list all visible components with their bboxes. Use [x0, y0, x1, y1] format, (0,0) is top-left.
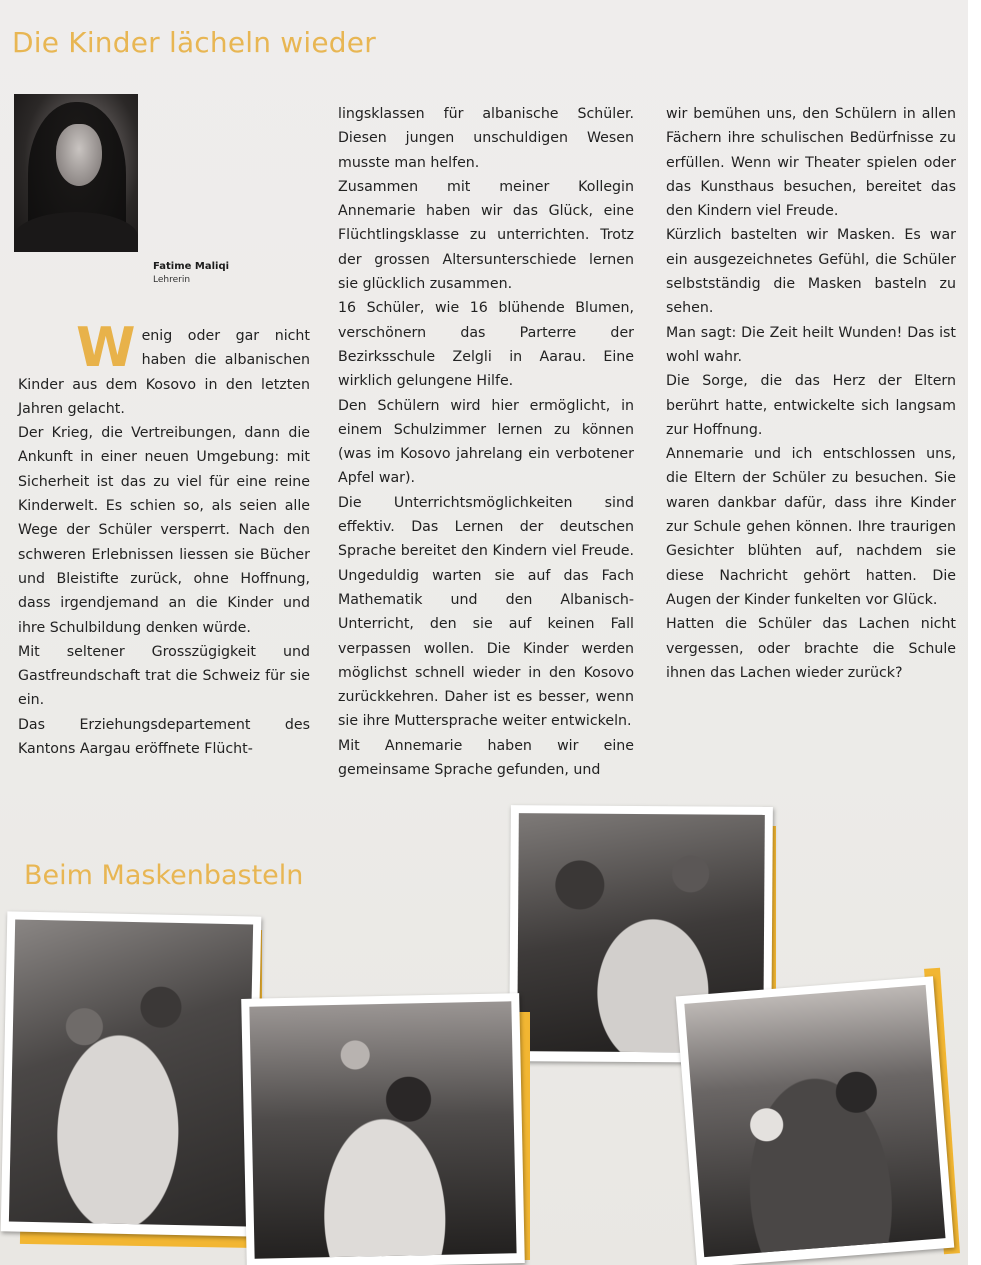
text-column-3: [666, 102, 956, 685]
paragraph: Mit Annemarie haben wir eine gemeinsame Sprache gefunden, und: [338, 737, 634, 779]
paragraph: Annemarie und ich entschlossen uns, die Eltern der Schüler zu besuchen. Sie waren dankbar dafür, dass ihre Kinder zur Schule gehen können. Ihre traurigen Gesichter blühten auf, nachdem sie diese Nachricht gehört hatten. Die Augen der Kinder funkelten vor Glück.: [666, 446, 956, 608]
paragraph: Man sagt: Die Zeit heilt Wunden! Das ist wohl wahr.: [666, 324, 956, 365]
photo-image: [9, 920, 253, 1227]
author-name: Fatime Maliqi: [153, 261, 230, 272]
paragraph: Zusammen mit meiner Kollegin Annemarie haben wir das Glück, eine Flüchtlingsklasse zu unterrichten. Trotz der grossen Altersunterschiede lernen sie glücklich zusammen.: [338, 178, 634, 293]
paragraph: Den Schülern wird hier ermöglicht, in einem Schulzimmer lernen zu können (was im Kosovo jahrelang ein verbotener Apfel war).: [338, 397, 634, 487]
paragraph-text: enig oder gar nicht haben die albanischen Kinder aus dem Kosovo in den letzten Jahren gelacht.: [18, 328, 310, 417]
photo-students-with-masks: [676, 976, 955, 1265]
paragraph: [18, 316, 310, 421]
paragraph: wir bemühen uns, den Schülern in allen Fächern ihre schulischen Bedürfnisse zu erfüllen. Wenn wir Theater spielen oder das Kunsthaus besuchen, bereitet das den Kindern viel Freude.: [666, 106, 956, 220]
text-column-1: [18, 316, 310, 761]
paragraph: Die Sorge, die das Herz der Eltern berührt hatte, entwickelte sich langsam zur Hoffnung.: [666, 373, 956, 438]
paragraph: Mit seltener Grosszügigkeit und Gastfreundschaft trat die Schweiz für sie ein.: [18, 643, 310, 709]
paragraph: Hatten die Schüler das Lachen nicht vergessen, oder brachte die Schule ihnen das Lachen wieder zurück?: [666, 616, 956, 681]
paragraph: Die Unterrichtsmöglichkeiten sind effektiv. Das Lernen der deutschen Sprache bereitet den Kindern viel Freude. Ungeduldig warten sie auf das Fach Mathematik und den Albanisch-Unterricht, den sie auf keinen Fall verpassen wollen. Die Kinder werden möglichst schnell wieder in den Kosovo zurückkehren. Daher ist es besser, wenn sie ihre Muttersprache weiter entwickeln.: [338, 494, 634, 730]
paragraph: Das Erziehungsdepartement des Kantons Aargau eröffnete Flücht-: [18, 716, 310, 758]
article-title: Die Kinder lächeln wieder: [12, 26, 376, 59]
author-portrait: [14, 94, 138, 252]
photo-image: [249, 1001, 516, 1258]
paragraph: 16 Schüler, wie 16 blühende Blumen, verschönern das Parterre der Bezirksschule Zelgli in Aarau. Eine wirklich gelungene Hilfe.: [338, 300, 634, 390]
drop-cap: W: [76, 316, 136, 379]
gallery-title: Beim Maskenbasteln: [24, 860, 304, 891]
paragraph: Kürzlich bastelten wir Masken. Es war ein ausgezeichnetes Gefühl, die Schüler selbstständig die Masken basteln zu sehen.: [666, 227, 956, 317]
author-role: Lehrerin: [153, 275, 191, 285]
text-column-2: [338, 102, 634, 782]
portrait-face: [56, 124, 102, 186]
paragraph: lingsklassen für albanische Schüler. Diesen jungen unschuldigen Wesen musste man helfen.: [338, 106, 634, 171]
photo-students-group-1: [241, 993, 525, 1265]
photo-class-crafting-1: [1, 911, 262, 1236]
photo-image: [684, 985, 945, 1257]
paragraph: Der Krieg, die Vertreibungen, dann die Ankunft in einer neuen Umgebung: mit Sicherheit ist das zu viel für eine reine Kinderwelt. Es schien so, als seien alle Wege der Schüler versperrt. Nach den schweren Erlebnissen liessen sie Bücher und Bleistifte zurück, ohne Hoffnung, dass irgendjemand an die Kinder und ihre Schulbildung denken würde.: [18, 425, 310, 636]
